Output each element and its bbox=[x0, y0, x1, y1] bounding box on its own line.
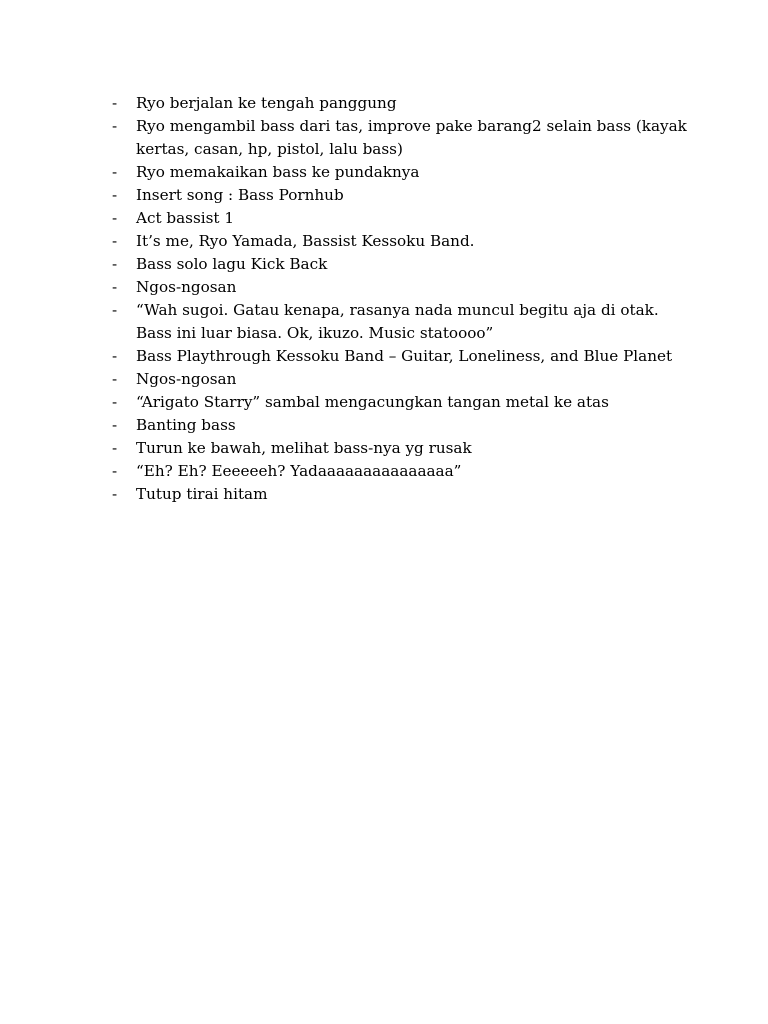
bullet-dash: - bbox=[112, 117, 118, 135]
list-item-text: Banting bass bbox=[136, 416, 236, 434]
list-item-text: Ryo mengambil bass dari tas, improve pake barang2 selain bass (kayak kertas, casan, hp, pistol, lalu bass) bbox=[136, 117, 687, 158]
bullet-dash: - bbox=[112, 301, 118, 319]
list-item-text: Turun ke bawah, melihat bass-nya yg rusak bbox=[136, 439, 472, 457]
bullet-dash: - bbox=[112, 416, 118, 434]
bullet-dash: - bbox=[112, 439, 118, 457]
list-item-text: “Wah sugoi. Gatau kenapa, rasanya nada muncul begitu aja di otak. Bass ini luar biasa. Ok, ikuzo. Music statoooo” bbox=[136, 301, 659, 342]
list-item-text: Ryo memakaikan bass ke pundaknya bbox=[136, 163, 420, 181]
list-item bbox=[112, 276, 687, 299]
list-item bbox=[112, 483, 687, 506]
list-item bbox=[112, 230, 687, 253]
script-bullet-list bbox=[112, 92, 687, 506]
list-item bbox=[112, 345, 687, 368]
bullet-dash: - bbox=[112, 163, 118, 181]
list-item-text: “Eh? Eh? Eeeeeeh? Yadaaaaaaaaaaaaaaa” bbox=[136, 462, 462, 480]
bullet-dash: - bbox=[112, 347, 118, 365]
list-item bbox=[112, 184, 687, 207]
list-item bbox=[112, 437, 687, 460]
list-item bbox=[112, 414, 687, 437]
list-item bbox=[112, 391, 687, 414]
list-item-text: Insert song : Bass Pornhub bbox=[136, 186, 344, 204]
bullet-dash: - bbox=[112, 255, 118, 273]
list-item-text: “Arigato Starry” sambal mengacungkan tangan metal ke atas bbox=[136, 393, 609, 411]
bullet-dash: - bbox=[112, 186, 118, 204]
bullet-dash: - bbox=[112, 462, 118, 480]
list-item-text: Ryo berjalan ke tengah panggung bbox=[136, 94, 397, 112]
list-item bbox=[112, 368, 687, 391]
list-item bbox=[112, 161, 687, 184]
bullet-dash: - bbox=[112, 393, 118, 411]
bullet-dash: - bbox=[112, 209, 118, 227]
list-item bbox=[112, 207, 687, 230]
list-item-text: Bass solo lagu Kick Back bbox=[136, 255, 328, 273]
list-item bbox=[112, 92, 687, 115]
bullet-dash: - bbox=[112, 485, 118, 503]
bullet-dash: - bbox=[112, 94, 118, 112]
list-item bbox=[112, 460, 687, 483]
bullet-dash: - bbox=[112, 370, 118, 388]
list-item-text: Bass Playthrough Kessoku Band – Guitar, Loneliness, and Blue Planet bbox=[136, 347, 673, 365]
bullet-dash: - bbox=[112, 278, 118, 296]
list-item bbox=[112, 253, 687, 276]
list-item bbox=[112, 115, 687, 161]
bullet-dash: - bbox=[112, 232, 118, 250]
list-item-text: Tutup tirai hitam bbox=[136, 485, 268, 503]
list-item bbox=[112, 299, 687, 345]
list-item-text: Ngos-ngosan bbox=[136, 370, 237, 388]
list-item-text: Act bassist 1 bbox=[136, 209, 235, 227]
list-item-text: Ngos-ngosan bbox=[136, 278, 237, 296]
list-item-text: It’s me, Ryo Yamada, Bassist Kessoku Band. bbox=[136, 232, 475, 250]
